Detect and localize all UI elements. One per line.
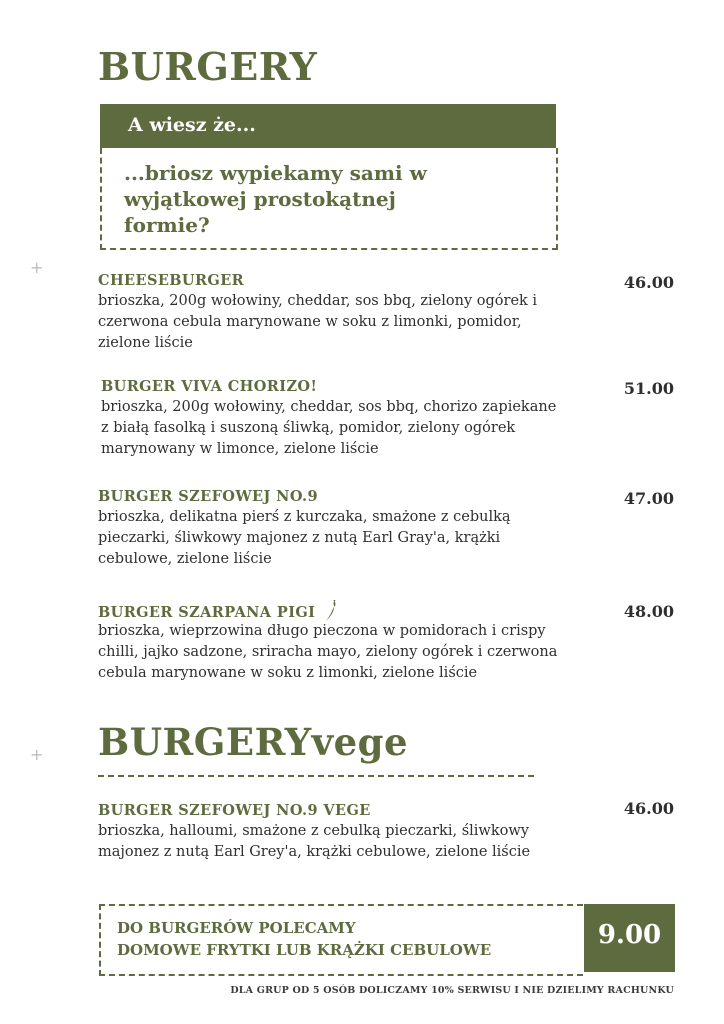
- menu-item-description: brioszka, 200g wołowiny, cheddar, sos bbq, zielony ogórek i czerwona cebula marynowane w soku z limonki, pomidor, zielone liście: [98, 293, 538, 351]
- menu-item-name: BURGER SZEFOWEJ NO.9 VEGE: [98, 802, 371, 819]
- recommendation-line: DO BURGERÓW POLECAMY: [117, 919, 356, 937]
- tip-text: ...briosz wypiekamy sami w wyjątkowej prostokątnej formie?: [124, 161, 427, 237]
- recommendation-text: [117, 917, 491, 961]
- menu-item-name: CHEESEBURGER: [98, 272, 245, 289]
- menu-item-price: 51.00: [623, 379, 674, 398]
- menu-item-name: BURGER SZARPANA PIGI: [98, 604, 316, 621]
- menu-item-name: BURGER SZEFOWEJ NO.9: [98, 488, 318, 505]
- crop-mark-icon: +: [30, 745, 44, 764]
- menu-item-price: 46.00: [623, 273, 674, 292]
- recommendation-price: 9.00: [597, 920, 662, 950]
- section-divider: [98, 775, 534, 777]
- menu-item-description: brioszka, delikatna pierś z kurczaka, smażone z cebulką pieczarki, śliwkowy majonez z nutą Earl Gray'a, krążki cebulowe, zielone liście: [98, 509, 511, 567]
- menu-item-price: 46.00: [623, 799, 674, 818]
- menu-item-description: brioszka, wieprzowina długo pieczona w pomidorach i crispy chilli, jajko sadzone, sriracha mayo, zielony ogórek i czerwona cebula marynowane w soku z limonki, zielone liście: [98, 623, 558, 681]
- tip-header-bar: [100, 104, 556, 148]
- tip-header: A wiesz że...: [128, 114, 256, 136]
- recommendation-price-badge: [584, 904, 675, 972]
- vege-section-title: BURGERYvege: [98, 720, 409, 764]
- menu-item-name: BURGER VIVA CHORIZO!: [101, 378, 318, 395]
- menu-item-description: brioszka, 200g wołowiny, cheddar, sos bbq, chorizo zapiekane z białą fasolką i suszoną śliwką, pomidor, zielony ogórek marynowany w limonce, zielone liście: [101, 399, 557, 457]
- menu-item-price: 47.00: [623, 489, 674, 508]
- crop-mark-icon: +: [30, 258, 44, 277]
- page-title: BURGERY: [98, 44, 318, 89]
- menu-item-description: brioszka, halloumi, smażone z cebulką pieczarki, śliwkowy majonez z nutą Earl Grey'a, krążki cebulowe, zielone liście: [98, 823, 531, 860]
- footer-note: DLA GRUP OD 5 OSÓB DOLICZAMY 10% SERWISU I NIE DZIELIMY RACHUNKU: [230, 985, 674, 996]
- menu-item-price: 48.00: [623, 602, 674, 621]
- recommendation-line: DOMOWE FRYTKI LUB KRĄŻKI CEBULOWE: [117, 941, 492, 959]
